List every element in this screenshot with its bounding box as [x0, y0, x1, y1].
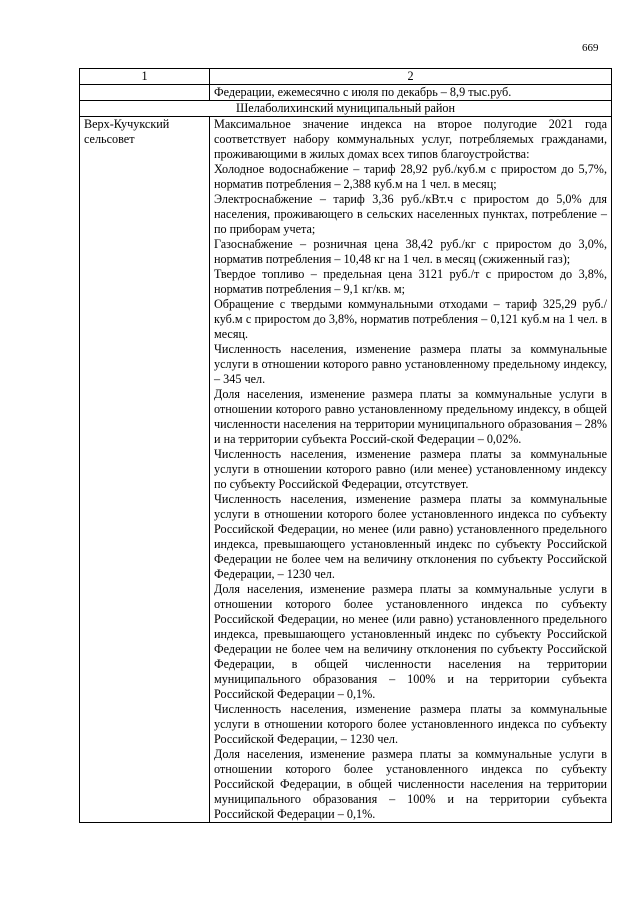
paragraph-electricity: Электроснабжение – тариф 3,36 руб./кВт.ч с приростом до 5,0% для населения, проживающего в сельских населенных пунктах, потребление – по приборам учета; [214, 192, 607, 236]
document-table [79, 68, 612, 823]
continuation-text: Федерации, ежемесячно с июля по декабрь – 8,9 тыс.руб. [210, 85, 612, 101]
paragraph-population-above: Численность населения, изменение размера платы за коммунальные услуги в отношении которого более установленного индекса по субъекту Российской Федерации, – 1230 чел. [214, 702, 607, 746]
paragraph-share-equal: Доля населения, изменение размера платы за коммунальные услуги в отношении которого равно установленному предельному индексу, в общей численности населения на территории муниципального образования – 28% и на территории субъекта Россий-ской Федерации – 0,02%. [214, 387, 607, 446]
paragraph-population-between: Численность населения, изменение размера платы за коммунальные услуги в отношении которого более установленного индекса по субъекту Российской Федерации, но менее (или равно) установленного предельного индекса, превышающего установленный индекс по субъекту Российской Федерации не более чем на величину отклонения по субъекту Российской Федерации, – 1230 чел. [214, 492, 607, 581]
paragraph-solid-fuel: Твердое топливо – предельная цена 3121 руб./т с приростом до 3,8%, норматив потребления – 9,1 кг/кв. м; [214, 267, 607, 296]
page-number: 669 [582, 42, 599, 54]
settlement-row [80, 117, 612, 823]
district-row [80, 101, 612, 117]
paragraph-share-between: Доля населения, изменение размера платы за коммунальные услуги в отношении которого более установленного индекса по субъекту Российской Федерации, но менее (или равно) установленного предельного индекса, превышающего установленный индекс по субъекту Российской Федерации не более чем на величину отклонения по субъекту Российской Федерации, в общей численности населения на территории муниципального образования – 100% и на территории субъекта Российской Федерации – 0,1%. [214, 582, 607, 701]
paragraph-share-above: Доля населения, изменение размера платы за коммунальные услуги в отношении которого более установленного индекса по субъекту Российской Федерации, в общей численности населения на территории муниципального образования – 100% и на территории субъекта Российской Федерации – 0,1%. [214, 747, 607, 821]
settlement-name: Верх-Кучукский сельсовет [80, 117, 210, 823]
column-header-1: 1 [80, 69, 210, 85]
paragraph-gas: Газоснабжение – розничная цена 38,42 руб./кг с приростом до 3,0%, норматив потребления – 10,48 кг на 1 чел. в месяц (сжиженный газ); [214, 237, 607, 266]
district-title: Шелаболихинский муниципальный район [80, 101, 612, 117]
paragraph-cold-water: Холодное водоснабжение – тариф 28,92 руб./куб.м с приростом до 5,7%, норматив потребления – 2,388 куб.м на 1 чел. в месяц; [214, 162, 607, 191]
continuation-row [80, 85, 612, 101]
paragraph-population-less: Численность населения, изменение размера платы за коммунальные услуги в отношении которого равно (или менее) установленному индексу по субъекту Российской Федерации, отсутствует. [214, 447, 607, 491]
empty-cell [80, 85, 210, 101]
paragraph-waste: Обращение с твердыми коммунальными отходами – тариф 325,29 руб./куб.м с приростом до 3,8%, норматив потребления – 0,121 куб.м на 1 чел. в месяц. [214, 297, 607, 341]
column-header-2: 2 [210, 69, 612, 85]
table-header-row [80, 69, 612, 85]
settlement-description [210, 117, 612, 823]
paragraph-index-intro: Максимальное значение индекса на второе полугодие 2021 года соответствует набору коммунальных услуг, потребляемых гражданами, проживающими в жилых домах всех типов благоустройства: [214, 117, 607, 161]
paragraph-population-equal: Численность населения, изменение размера платы за коммунальные услуги в отношении которого равно установленному предельному индексу, – 345 чел. [214, 342, 607, 386]
